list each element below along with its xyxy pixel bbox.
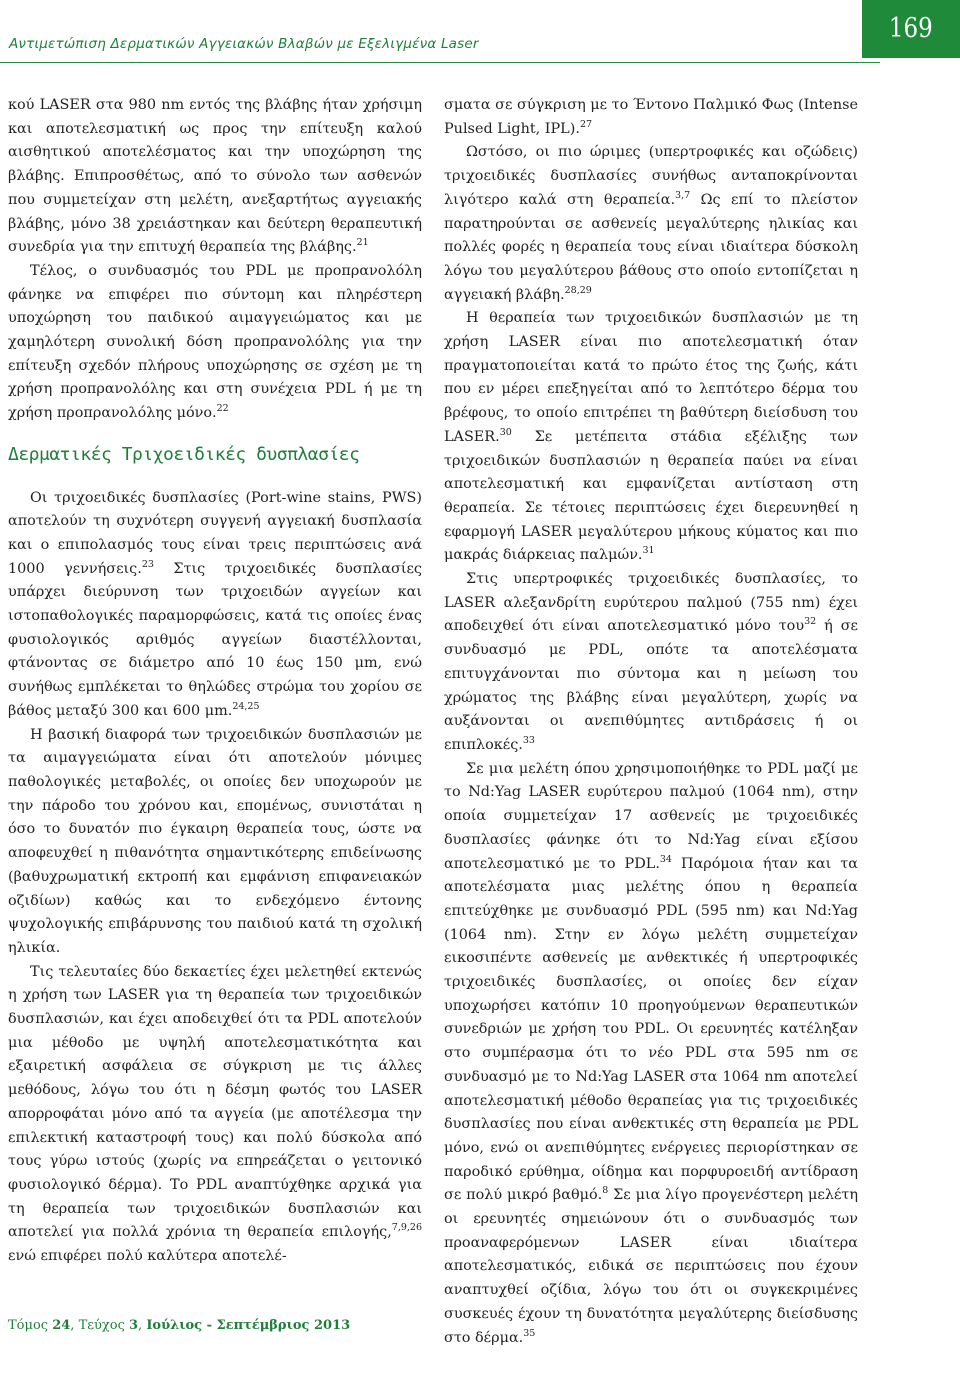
paragraph: Ωστόσο, οι πιο ώριμες (υπερτροφικές και οζώδεις) τριχοειδικές δυσπλασίες συνήθως ανταποκρίνονται λιγότερο καλά στη θεραπεία.$^{3,7}$ Ως επί το πλείστον παρατηρούνται σε ασθενείς μεγαλύτερης ηλικίας και πολλές φορές η θεραπεία τους είναι ιδιαίτερα δύσκολη λόγω του μεγαλύτερου βάθους στο οποίο εντοπίζεται η αγγειακή βλάβη.$^{28,29}$ bbox=[444, 144, 858, 303]
citation: 28,29 bbox=[564, 284, 592, 296]
paragraph: Οι τριχοειδικές δυσπλασίες (Port-wine stains, PWS) αποτελούν τη συχνότερη συγγενή αγγειακή δυσπλασία και ο επιπολασμός τους είναι τρεις περιπτώσεις ανά 1000 γεννήσεις.$^{23}$ Στις τριχοειδικές δυσπλασίες υπάρχει διεύρυνση των τριχοειδών αγγείων και ιστοπαθολογικές παραμορφώσεις, κατά τις οποίες ένας φυσιολογικός αριθμός αγγείων διαστέλλονται, φτάνοντας σε διάμετρο από 10 έως 150 μm, ενώ συνήθως εμπλέκεται το θηλώδες στρώμα του χορίου σε βάθος μεταξύ 300 και 600 μm.$^{24,25}$ bbox=[8, 489, 422, 719]
page-number-tab bbox=[862, 0, 960, 58]
right-column bbox=[444, 94, 858, 1350]
citation: 34 bbox=[659, 853, 672, 865]
issue-number: 3 bbox=[129, 1318, 139, 1333]
citation: 24,25 bbox=[232, 700, 260, 712]
citation: 30 bbox=[499, 426, 512, 438]
paragraph: Σε μια μελέτη όπου χρησιμοποιήθηκε το PDL μαζί με το Nd:Yag LASER ευρύτερου παλμού (1064 nm), στην οποία συμμετείχαν 17 ασθενείς με τριχοειδικές δυσπλασίες φάνηκε ότι το Nd:Yag είναι εξίσου αποτελεσματικό με το PDL.$^{34}$ Παρόμοια ήταν και τα αποτελέσματα μιας μελέτης όπου η θεραπεία επιτεύχθηκε με συνδυασμό PDL (595 nm) και Nd:Yag (1064 nm). Στην εν λόγω μελέτη συμμετείχαν εικοσιπέντε ασθενείς με ανθεκτικές ή υπερτροφικές τριχοειδικές δυσπλασίες, οι οποίες δεν είχαν υποχωρήσει κατόπιν 10 προηγούμενων θεραπευτικών συνεδριών με χρήση του PDL. Οι ερευνητές κατέληξαν στο συμπέρασμα ότι το νέο PDL στα 595 nm σε συνδυασμό με το Nd:Yag LASER στα 1064 nm αποτελεί αποτελεσματική μέθοδο θεραπείας για τις τριχοειδικές δυσπλασίες που είναι ανθεκτικές στη θεραπεία με PDL μόνο, ενώ οι ανεπιθύμητες ενέργειες περιορίστηκαν σε παροδικό ερύθημα, οίδημα και πορφυροειδή αντίδραση σε πολύ μικρό βαθμό.$^8$ Σε μια λίγο προγενέστερη μελέτη οι ερευνητές σημειώνουν ότι ο συνδυασμός των προαναφερόμενων LASER είναι ιδιαίτερα αποτελεσματικός, ειδικά σε περιπτώσεις που έχουν αναπτυχθεί οζίδια, λόγω του ότι οι συγκεκριμένες συσκευές έχουν τη δυνατότητα μεγαλύτερης διείσδυσης στο δέρμα.$^{35}$ bbox=[444, 760, 858, 1346]
paragraph: Τις τελευταίες δύο δεκαετίες έχει μελετηθεί εκτενώς η χρήση των LASER για τη θεραπεία των τριχοειδικών δυσπλασιών, και έχει αποδειχθεί ότι τα PDL αποτελούν μια μέθοδο με υψηλή αποτελεσματικότητα και εξαιρετική ασφάλεια σε σύγκριση με τις άλλες μεθόδους, λόγω του ότι η δέσμη φωτός του LASER απορροφάται μόνο από τα αγγεία (με αποτέλεσμα την επιλεκτική καταστροφή τους) και πολύ δύσκολα από τους γύρω ιστούς (χωρίς να επηρεάζεται ο γειτονικό φυσιολογικό δέρμα). Το PDL αναπτύχθηκε αρχικά για τη θεραπεία των τριχοειδικών δυσπλασιών και αποτελεί για πολλά χρόνια τη θεραπεία επιλογής,$^{7,9,26}$ ενώ επιφέρει πολύ καλύτερα αποτελέ- bbox=[8, 963, 422, 1265]
paragraph: Η θεραπεία των τριχοειδικών δυσπλασιών με τη χρήση LASER είναι πιο αποτελεσματική όταν πραγματοποιείται κατά το πρώτο έτος της ζωής, κάτι που εν μέρει επεξηγείται από το λεπτότερο δέρμα του βρέφους, το οποίο επιτρέπει τη βαθύτερη διείσδυση του LASER.$^{30}$ Σε μετέπειτα στάδια εξέλιξης των τριχοειδικών δυσπλασιών η θεραπεία παύει να είναι αποτελεσματική και εμφανίζεται αντίσταση στη θεραπεία. Σε τέτοιες περιπτώσεις έχει διερευνηθεί η εφαρμογή LASER μεγαλύτερου μήκους κύματος και πιο μακράς διάρκειας παλμών.$^{31}$ bbox=[444, 310, 858, 564]
citation: 35 bbox=[523, 1327, 536, 1339]
citation: 33 bbox=[522, 734, 535, 746]
left-column bbox=[8, 94, 422, 1269]
volume-label: Τόμος bbox=[8, 1318, 49, 1333]
paragraph: Στις υπερτροφικές τριχοειδικές δυσπλασίες, το LASER αλεξανδρίτη ευρύτερου παλμού (755 nm) έχει αποδειχθεί ότι είναι αποτελεσματικό μόνο του$^{32}$ ή σε συνδυασμό με PDL, οπότε τα αποτελέσματα επιτυγχάνονται πιο σύντομα και η μείωση του χρώματος της βλάβης είναι μεγαλύτερη, χωρίς να αυξάνονται οι ανεπιθύμητες αντιδράσεις ή οι επιπλοκές.$^{33}$ bbox=[444, 571, 858, 753]
issue-label: Τεύχος bbox=[78, 1318, 125, 1333]
citation: 32 bbox=[804, 616, 817, 628]
issue-months: Ιούλιος - Σεπτέμβριος 2013 bbox=[146, 1318, 351, 1333]
citation: 31 bbox=[642, 545, 655, 557]
header-rule bbox=[0, 62, 880, 63]
running-head: Αντιμετώπιση Δερματικών Αγγειακών Βλαβών με Εξελιγμένα Laser bbox=[9, 36, 479, 52]
citation: 27 bbox=[579, 118, 593, 130]
citation: 21 bbox=[356, 237, 369, 249]
page-number: 169 bbox=[889, 13, 933, 44]
citation: 8 bbox=[602, 1185, 609, 1197]
citation: 23 bbox=[141, 558, 154, 570]
paragraph: Η βασική διαφορά των τριχοειδικών δυσπλασιών με τα αιμαγγειώματα είναι ότι αποτελούν μόνιμες παθολογικές μεταβολές, οι οποίες δεν υποχωρούν με την πάροδο του χρόνου και, επομένως, συνιστάται η όσο το δυνατόν πιο έγκαιρη θεραπεία τους, ώστε να αποφευχθεί η πιθανότητα σημαντικότερης επιδείνωσης (βαθυχρωματική εκτροπή και εμφάνιση επιφανειακών οζιδίων) καθώς και το ενδεχόμενο έντονης ψυχολογικής επιβάρυνσης του παιδιού κατά τη σχολική ηλικία. bbox=[8, 726, 422, 956]
paragraph: Τέλος, ο συνδυασμός του PDL με προπρανολόλη φάνηκε να επιφέρει πιο σύντομη και πληρέστερη υποχώρηση του παιδικού αιμαγγειώματος και με χαμηλότερη συνολική δόση προπρανολόλης για την επίτευξη σχεδόν πλήρους υποχώρησης σε σχέση με τη χρήση προπρανολόλης και στη συνέχεια PDL ή με τη χρήση προπρανολόλης μόνο.$^{22}$ bbox=[8, 262, 422, 422]
citation: 3,7 bbox=[675, 189, 691, 201]
citation: 7,9,26 bbox=[391, 1222, 422, 1234]
section-heading: Δερματικές Τριχοειδικές δυσπλασίες bbox=[8, 443, 360, 465]
citation: 22 bbox=[216, 403, 229, 415]
footer: Τόμος 24, Τεύχος 3, Ιούλιος - Σεπτέμβριος 2013 bbox=[8, 1318, 351, 1333]
paragraph: σματα σε σύγκριση με το Έντονο Παλμικό Φως (Intense Pulsed Light, IPL).$^{27}$ bbox=[444, 97, 858, 137]
paragraph: κού LASER στα 980 nm εντός της βλάβης ήταν χρήσιμη και αποτελεσματική ως προς την επίτευξη καλού αισθητικού αποτελέσματος και την υποχώρηση της βλάβης. Επιπροσθέτως, από το σύνολο των ασθενών που συμμετείχαν στη μελέτη, ανεξαρτήτως αγγειακής βλάβης, μόνο 38 χρειάστηκαν και δεύτερη θεραπευτική συνεδρία για την επιτυχή θεραπεία της βλάβης.$^{21}$ bbox=[8, 97, 422, 256]
volume-number: 24 bbox=[52, 1318, 71, 1333]
